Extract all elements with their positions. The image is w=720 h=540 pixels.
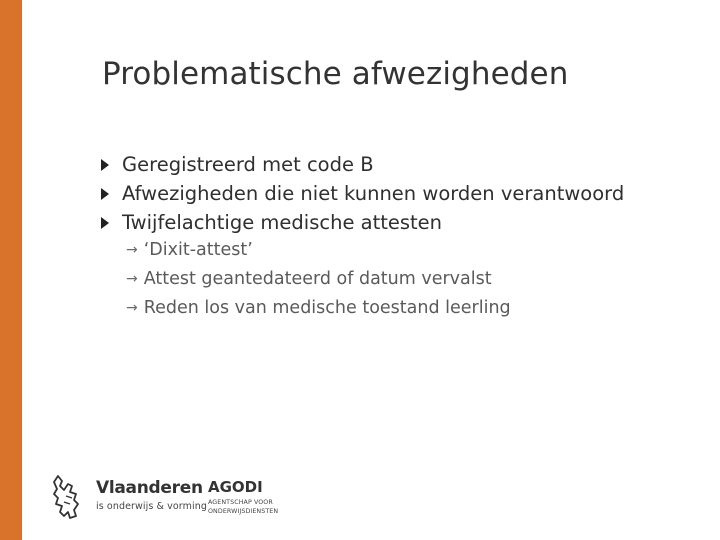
- right-arrow-icon: →: [126, 299, 138, 316]
- bullet-text: Twijfelachtige medische attesten: [122, 211, 443, 234]
- sub-bullet-text: ‘Dixit-attest’: [143, 239, 253, 260]
- agodi-logo-subtitle: [208, 498, 298, 516]
- sub-bullet-text: Attest geantedateerd of datum vervalst: [143, 268, 492, 289]
- triangle-bullet-icon: [101, 188, 109, 200]
- bullet-list: [100, 150, 624, 237]
- bullet-item: [100, 150, 624, 179]
- vlaanderen-logo-tagline: is onderwijs & vorming: [96, 501, 207, 512]
- footer-logos: [48, 466, 308, 526]
- sub-bullet-list: [126, 235, 511, 322]
- agodi-subtitle-line2: ONDERWIJSDIENSTEN: [208, 508, 279, 515]
- sub-bullet-text: Reden los van medische toestand leerling: [143, 297, 511, 318]
- right-arrow-icon: →: [126, 270, 138, 287]
- vlaanderen-logo-name: Vlaanderen: [96, 478, 203, 498]
- sub-bullet-item: [126, 235, 511, 264]
- bullet-item: [100, 208, 624, 237]
- triangle-bullet-icon: [101, 217, 109, 229]
- right-arrow-icon: →: [126, 241, 138, 258]
- agodi-logo-name: AGODI: [208, 478, 263, 496]
- bullet-text: Geregistreerd met code B: [122, 153, 374, 176]
- bullet-item: [100, 179, 624, 208]
- accent-side-bar: [0, 0, 22, 540]
- triangle-bullet-icon: [101, 159, 109, 171]
- bullet-text: Afwezigheden die niet kunnen worden verantwoord: [122, 182, 625, 205]
- slide-title: Problematische afwezigheden: [102, 56, 569, 92]
- sub-bullet-item: [126, 293, 511, 322]
- flemish-lion-icon: [48, 472, 86, 522]
- sub-bullet-item: [126, 264, 511, 293]
- agodi-subtitle-line1: AGENTSCHAP VOOR: [208, 499, 273, 506]
